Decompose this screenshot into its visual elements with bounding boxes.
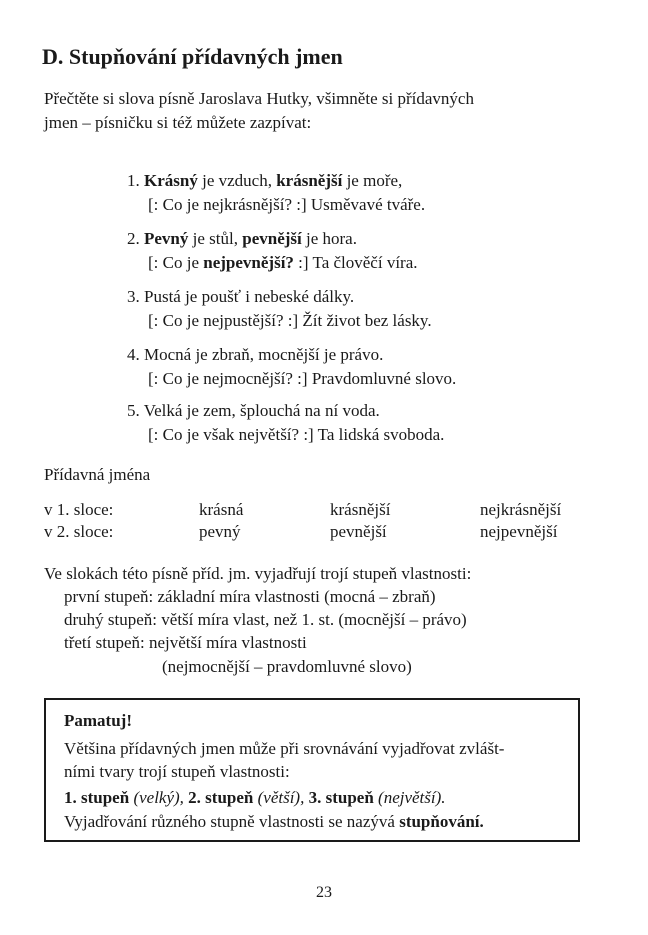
verse-2-text-a: je stůl, — [188, 229, 243, 248]
page-number: 23 — [316, 884, 332, 901]
verse-number: 1. — [127, 171, 140, 190]
explanation-line-1: Ve slokách této písně příd. jm. vyjadřují trojí stupeň vlastnosti: — [44, 564, 472, 583]
degree-2-example: (větší), — [253, 788, 305, 807]
verse-1-bold-a: Krásný — [144, 171, 198, 190]
degree-3-example: (největší). — [373, 788, 446, 807]
verse-number: 3. — [127, 287, 140, 306]
refrain-text-post: :] Ta člověčí víra. — [293, 253, 418, 272]
verse-5-text: Velká je zem, šplouchá na ní voda. — [143, 401, 380, 420]
explanation-line-5: (nejmocnější – pravdomluvné slovo) — [162, 657, 412, 676]
verse-2-refrain — [148, 252, 418, 274]
intro-line-2: jmen – písničku si též můžete zazpívat: — [44, 113, 312, 132]
verse-3-text: Pustá je poušť i nebeské dálky. — [144, 287, 355, 306]
verse-number: 2. — [127, 229, 140, 248]
verse-4-line — [127, 344, 383, 366]
refrain-text: [: Co je však největší? :] Ta lidská svoboda. — [148, 425, 445, 444]
remember-degrees-line — [64, 787, 446, 809]
remember-line-2: ními tvary trojí stupeň vlastnosti: — [64, 762, 290, 781]
remember-line-4-bold: stupňování. — [399, 812, 484, 831]
remember-box — [44, 698, 580, 842]
verse-2-bold-b: pevnější — [242, 229, 302, 248]
remember-line-1: Většina přídavných jmen může při srovnávání vyjadřovat zvlášt- — [64, 739, 505, 758]
verse-3-refrain — [148, 310, 432, 332]
degree-3-label: 3. stupeň — [304, 788, 374, 807]
adjectives-label: Přídavná jména — [44, 465, 151, 484]
verse-4-text: Mocná je zbraň, mocnější je právo. — [144, 345, 384, 364]
table-row-stanza: v 1. sloce: — [44, 500, 114, 519]
refrain-text: [: Co je nejmocnější? :] Pravdomluvné slovo. — [148, 369, 457, 388]
refrain-text: [: Co je nejkrásnější? :] Usměvavé tváře. — [148, 195, 426, 214]
verse-1-text-a: je vzduch, — [197, 171, 277, 190]
explanation-line-2: první stupeň: základní míra vlastnosti (mocná – zbraň) — [64, 587, 436, 606]
table-row-stanza: v 2. sloce: — [44, 522, 114, 541]
verse-4-refrain — [148, 368, 456, 390]
verse-2-line — [127, 228, 357, 250]
verse-1-refrain — [148, 194, 425, 216]
explanation-line-3: druhý stupeň: větší míra vlast, než 1. st. (mocnější – právo) — [64, 610, 467, 629]
remember-line-4-text: Vyjadřování různého stupně vlastnosti se nazývá — [64, 812, 400, 831]
remember-title: Pamatuj! — [64, 711, 132, 730]
table-cell-positive: krásná — [199, 500, 244, 519]
refrain-bold: nejpevnější? — [203, 253, 294, 272]
verse-number: 5. — [127, 401, 140, 420]
table-cell-superlative: nejpevnější — [480, 522, 558, 541]
intro-line-1: Přečtěte si slova písně Jaroslava Hutky, všimněte si přídavných — [44, 89, 474, 108]
verse-1-text-b: je moře, — [342, 171, 403, 190]
verse-2-bold-a: Pevný — [144, 229, 189, 248]
table-cell-comparative: krásnější — [330, 500, 391, 519]
verse-2-text-b: je hora. — [301, 229, 357, 248]
verse-5-refrain — [148, 424, 444, 446]
refrain-text: [: Co je nejpustější? :] Žít život bez lásky. — [148, 311, 432, 330]
verse-5-line — [127, 400, 380, 422]
remember-line-4 — [64, 811, 484, 833]
table-cell-comparative: pevnější — [330, 522, 387, 541]
refrain-text: [: Co je — [148, 253, 204, 272]
page-title: D. Stupňování přídavných jmen — [42, 44, 343, 69]
verse-1-line — [127, 170, 402, 192]
verse-number: 4. — [127, 345, 140, 364]
degree-2-label: 2. stupeň — [183, 788, 254, 807]
explanation-line-4: třetí stupeň: největší míra vlastnosti — [64, 633, 307, 652]
table-cell-superlative: nejkrásnější — [480, 500, 562, 519]
degree-1-example: (velký), — [129, 788, 184, 807]
verse-3-line — [127, 286, 354, 308]
verse-1-bold-b: krásnější — [276, 171, 343, 190]
table-cell-positive: pevný — [199, 522, 241, 541]
degree-1-label: 1. stupeň — [64, 788, 130, 807]
